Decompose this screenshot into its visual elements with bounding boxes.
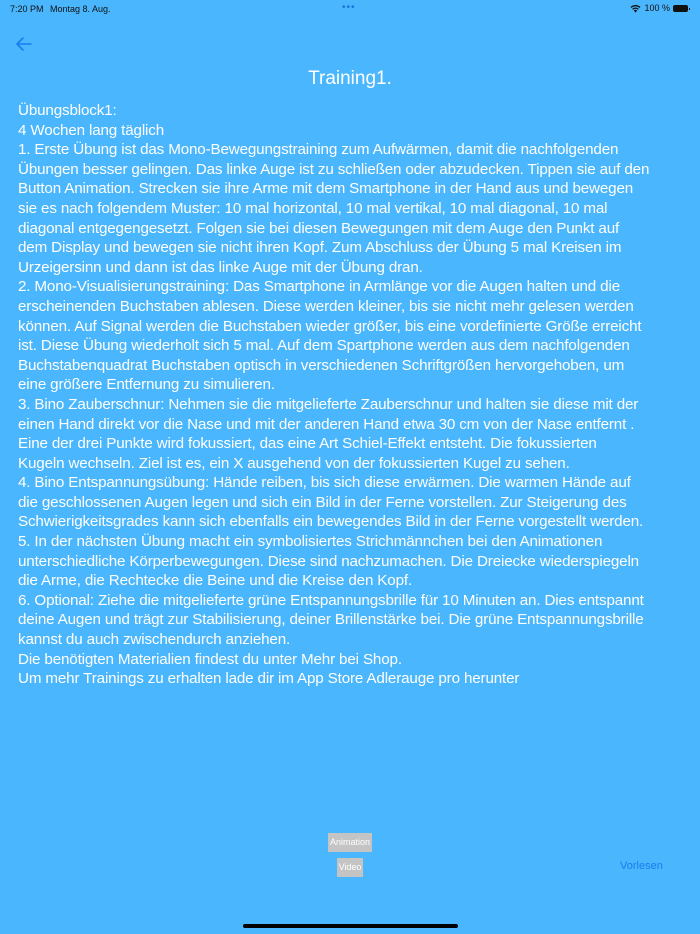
text-line: unterschiedliche Körperbewegungen. Diese sind nachzumachen. Die Dreiecke wiederspiegeln [18,552,639,570]
arrow-left-icon [14,34,34,54]
text-line: 1. Erste Übung ist das Mono-Bewegungstraining zum Aufwärmen, damit die nachfolgenden [18,141,619,159]
training-description [18,101,688,689]
multitasking-dots-icon[interactable]: ••• [342,2,356,13]
status-time: 7:20 PM [10,4,44,14]
text-line: Urzeigersinn und dann ist das linke Auge mit der Übung dran. [18,258,423,276]
text-line: Buchstabenquadrat Buchstaben optisch in verschiedenen Schriftgrößen hervorgehoben, um [18,356,625,374]
battery-icon [673,5,688,12]
text-line: diagonal entgegengesetzt. Folgen sie bei diesen Bewegungen mit dem Auge den Punkt auf [18,219,620,237]
text-line: Button Animation. Strecken sie ihre Arme mit dem Smartphone in der Hand aus und bewegen [18,180,634,198]
text-line: erscheinenden Buchstaben ablesen. Diese werden kleiner, bis sie nicht mehr gelesen werden [18,297,634,315]
text-line: 4 Wochen lang täglich [18,121,165,139]
text-line: 4. Bino Entspannungsübung: Hände reiben, bis sich diese erwärmen. Die warmen Hände auf [18,474,631,492]
text-line: 3. Bino Zauberschnur: Nehmen sie die mitgelieferte Zauberschnur und halten sie diese mit der [18,395,639,413]
text-line: Die benötigten Materialien findest du unter Mehr bei Shop. [18,650,402,668]
text-line: Eine der drei Punkte wird fokussiert, das eine Art Schiel-Effekt entsteht. Die fokussierten [18,435,597,453]
animation-button[interactable]: Animation [328,833,372,852]
text-line: 5. In der nächsten Übung macht ein symbolisiertes Strichmännchen bei den Animationen [18,533,603,551]
text-line: deine Augen und trägt zur Stabilisierung, deiner Brillenstärke bei. Die grüne Entspannungsbrille [18,611,644,629]
text-line: die Arme, die Rechtecke die Beine und die Kreise den Kopf. [18,572,413,590]
text-line: ist. Diese Übung wiederholt sich 5 mal. Auf dem Spartphone werden aus dem nachfolgenden [18,337,630,355]
text-line: kannst du auch zwischendurch anziehen. [18,631,291,649]
text-line: 6. Optional: Ziehe die mitgelieferte grüne Entspannungsbrille für 10 Minuten an. Dies entspannt [18,591,644,609]
text-line: Übungsblock1: [18,102,117,119]
text-line: Schwierigkeitsgrades kann sich ebenfalls ein bewegendes Bild in der Ferne vorgestellt werden. [18,513,644,531]
text-line: die geschlossenen Augen legen und sich ein Bild in der Ferne vorstellen. Zur Steigerung des [18,493,627,511]
text-line: Kugeln wechseln. Ziel ist es, ein X ausgehend von der fokussierten Kugel zu sehen. [18,454,570,472]
back-button[interactable] [14,34,34,54]
page-title: Training1. [308,68,392,89]
battery-percent: 100 % [644,3,670,13]
text-line: Übungen besser gelingen. Das linke Auge ist zu schließen oder abzudecken. Tippen sie auf den [18,160,650,178]
text-line: können. Auf Signal werden die Buchstaben wieder größer, bis eine vordefinierte Größe erreicht [18,317,642,335]
home-indicator[interactable] [243,924,458,928]
text-line: einen Hand direkt vor die Nase und mit der anderen Hand etwa 30 cm von der Nase entfernt . [18,415,635,433]
video-button[interactable]: Video [337,858,363,877]
text-line: 2. Mono-Visualisierungstraining: Das Smartphone in Armlänge vor die Augen halten und die [18,278,620,296]
wifi-icon [630,4,641,13]
status-right [630,3,688,13]
read-aloud-button[interactable]: Vorlesen [620,860,663,872]
text-line: dem Display und bewegen sie nicht ihren Kopf. Zum Abschluss der Übung 5 mal Kreisen im [18,239,622,257]
text-line: eine größere Entfernung zu simulieren. [18,376,275,394]
status-bar [0,0,700,18]
text-line: sie es nach folgendem Muster: 10 mal horizontal, 10 mal vertikal, 10 mal diagonal, 10 mal [18,199,608,217]
text-line: Um mehr Trainings zu erhalten lade dir im App Store Adlerauge pro herunter [18,670,520,688]
status-date: Montag 8. Aug. [50,4,111,14]
